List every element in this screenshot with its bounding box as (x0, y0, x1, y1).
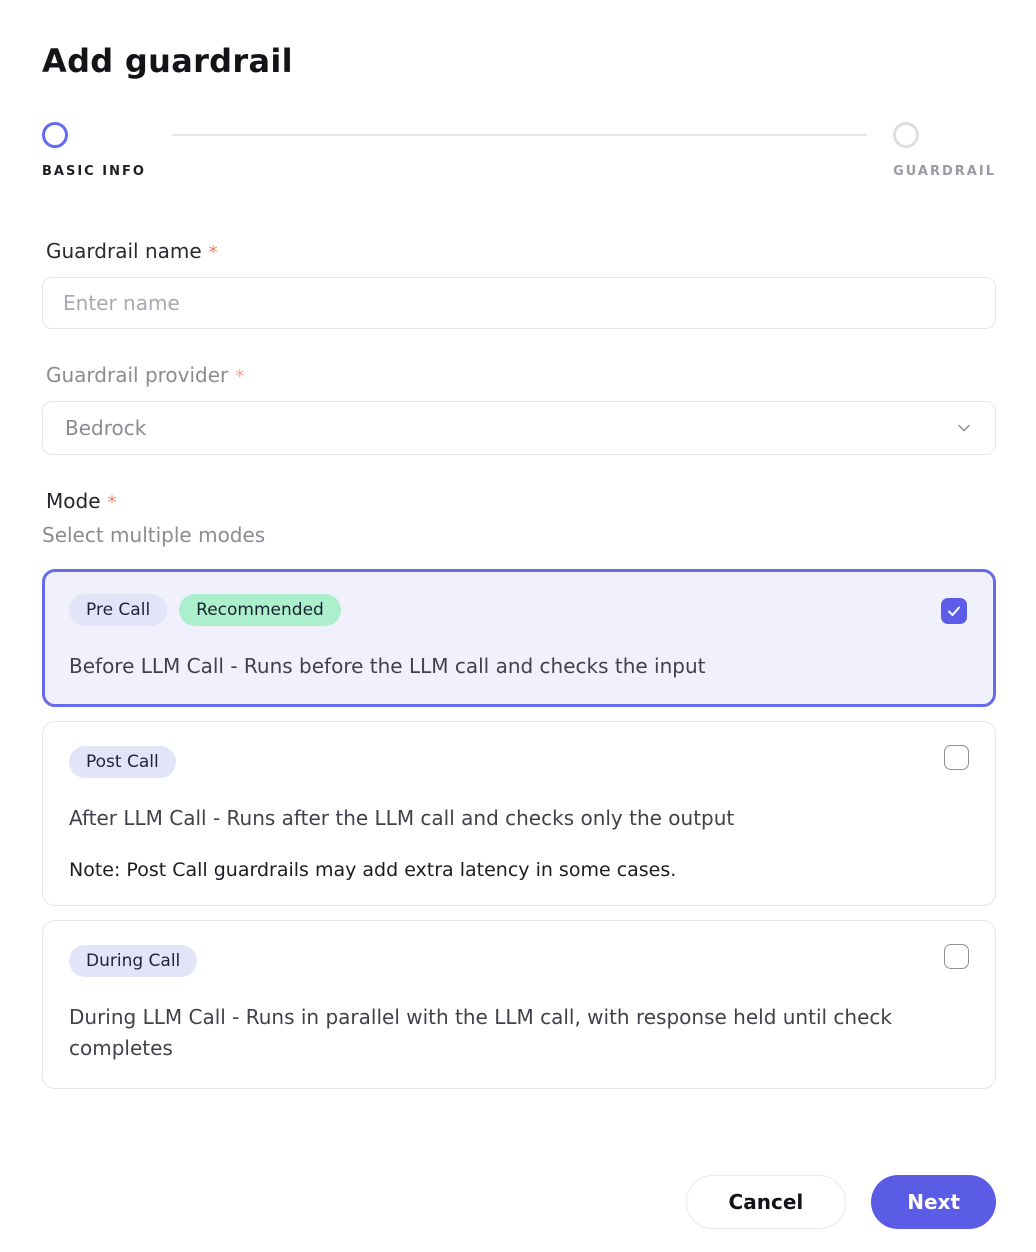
mode-card-post-call[interactable] (42, 721, 996, 906)
guardrail-provider-select[interactable] (42, 401, 996, 455)
page-title: Add guardrail (42, 42, 293, 80)
pill-row (69, 746, 969, 778)
mode-description: Before LLM Call - Runs before the LLM call and checks the input (69, 654, 706, 678)
mode-section (42, 489, 996, 1089)
stepper-connector-line (172, 134, 867, 136)
next-button[interactable]: Next (871, 1175, 996, 1229)
post-call-checkbox[interactable] (944, 745, 969, 770)
guardrail-name-field (42, 239, 996, 329)
step-label: GUARDRAIL (893, 164, 996, 179)
pill-row (69, 945, 969, 977)
mode-card-during-call[interactable] (42, 920, 996, 1089)
guardrail-name-label (46, 239, 996, 263)
mode-hint: Select multiple modes (42, 523, 266, 547)
step-guardrail (893, 122, 996, 179)
mode-tag: During Call (69, 945, 197, 977)
guardrail-provider-value: Bedrock (65, 416, 147, 440)
guardrail-provider-field (42, 363, 996, 455)
step-circle-active-icon (42, 122, 68, 148)
guardrail-provider-label (46, 363, 996, 387)
required-asterisk: * (107, 492, 117, 513)
step-basic-info (42, 122, 146, 179)
guardrail-name-label-text: Guardrail name (46, 239, 202, 263)
required-asterisk: * (208, 242, 218, 263)
guardrail-provider-label-text: Guardrail provider (46, 363, 229, 387)
mode-description: During LLM Call - Runs in parallel with the LLM call, with response held until check completes (69, 1005, 892, 1060)
mode-tag: Pre Call (69, 594, 167, 626)
step-circle-inactive-icon (893, 122, 919, 148)
chevron-down-icon (955, 419, 973, 437)
required-asterisk: * (235, 366, 245, 387)
footer-actions (42, 1175, 996, 1229)
cancel-button[interactable]: Cancel (686, 1175, 847, 1229)
guardrail-name-input[interactable] (42, 277, 996, 329)
mode-note: Note: Post Call guardrails may add extra latency in some cases. (69, 859, 677, 881)
checkmark-icon (946, 603, 962, 619)
mode-tag: Post Call (69, 746, 176, 778)
step-label: BASIC INFO (42, 164, 146, 179)
mode-label-text: Mode (46, 489, 101, 513)
pill-row (69, 594, 969, 626)
during-call-checkbox[interactable] (944, 944, 969, 969)
stepper (42, 122, 996, 179)
mode-description: After LLM Call - Runs after the LLM call and checks only the output (69, 806, 735, 830)
mode-card-pre-call[interactable] (42, 569, 996, 707)
mode-label (46, 489, 996, 513)
pre-call-checkbox[interactable] (941, 598, 967, 624)
recommended-badge: Recommended (179, 594, 341, 626)
